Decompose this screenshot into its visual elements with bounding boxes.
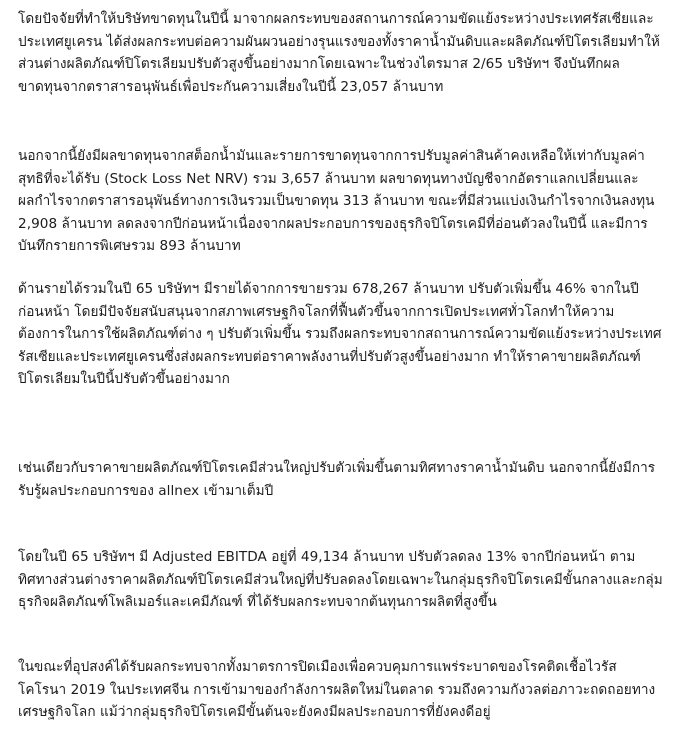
text-line: นอกจากนี้ยังมีผลขาดทุนจากสต็อกน้ำมันและรายการขาดทุนจากการปรับมูลค่าสินค้าคงเหลือให้เท่ากับมูลค่า: [18, 148, 645, 164]
text-line: รับรู้ผลประกอบการของ allnex เข้ามาเต็มปี: [18, 482, 274, 499]
paragraph-stock-loss: [18, 145, 686, 258]
paragraph-demand-outlook: [18, 656, 686, 724]
text-line: ส่วนต่างผลิตภัณฑ์ปิโตรเลียมปรับตัวสูงขึ้นอย่างมากโดยเฉพาะในช่วงไตรมาส 2/65 บริษัทฯ จึงบันทึกผล: [18, 56, 620, 73]
paragraph-loss-causes: [18, 8, 686, 98]
paragraph-adjusted-ebitda: [18, 546, 686, 614]
text-line: เศรษฐกิจโลก แม้ว่ากลุ่มธุรกิจปิโตรเคมีขั้นต้นจะยังคงมีผลประกอบการที่ยังคงดีอยู่: [18, 704, 491, 721]
text-line: ด้านรายได้รวมในปี 65 บริษัทฯ มีรายได้จากการขายรวม 678,267 ล้านบาท ปรับตัวเพิ่มขึ้น 46% จากในปี: [18, 281, 639, 297]
text-line: ทิศทางส่วนต่างราคาผลิตภัณฑ์ปิโตรเคมีส่วนใหญ่ที่ปรับลดลงโดยเฉพาะในกลุ่มธุรกิจปิโตรเคมีขั้นกลางและกลุ่ม: [18, 571, 663, 588]
text-line: โดยในปี 65 บริษัทฯ มี Adjusted EBITDA อยู่ที่ 49,134 ล้านบาท ปรับตัวลดลง 13% จากปีก่อนหน้า ตาม: [18, 549, 636, 565]
text-line: รัสเซียและประเทศยูเครนซึ่งส่งผลกระทบต่อราคาพลังงานที่ปรับตัวสูงขึ้นอย่างมาก ทำให้ราคาขายผลิตภัณฑ์: [18, 348, 641, 365]
text-line: บันทึกรายการพิเศษรวม 893 ล้านบาท: [18, 238, 241, 255]
text-line: ก่อนหน้า โดยมีปัจจัยสนับสนุนจากสภาพเศรษฐกิจโลกที่ฟื้นตัวขึ้นจากการเปิดประเทศทั่วโลกทำให้ความ: [18, 303, 615, 320]
text-line: สุทธิที่จะได้รับ (Stock Loss Net NRV) รวม 3,657 ล้านบาท ผลขาดทุนทางบัญชีจากอัตราแลกเปลี่ยนและ: [18, 170, 639, 187]
text-line: ผลกำไรจากตราสารอนุพันธ์ทางการเงินรวมเป็นขาดทุน 313 ล้านบาท ขณะที่มีส่วนแบ่งเงินกำไรจากเงินลงทุน: [18, 193, 655, 210]
text-line: ขาดทุนจากตราสารอนุพันธ์เพื่อประกันความเสี่ยงในปีนี้ 23,057 ล้านบาท: [18, 78, 444, 95]
paragraph-revenue: [18, 278, 686, 391]
text-line: โดยปัจจัยที่ทำให้บริษัทขาดทุนในปีนี้ มาจากผลกระทบของสถานการณ์ความขัดแย้งระหว่างประเทศรัสเซียและ: [18, 11, 654, 27]
text-line: ประเทศยูเครน ได้ส่งผลกระทบต่อความผันผวนอย่างรุนแรงของทั้งราคาน้ำมันดิบและผลิตภัณฑ์ปิโตรเลียมทำให้: [18, 33, 660, 50]
text-line: ต้องการในการใช้ผลิตภัณฑ์ต่าง ๆ ปรับตัวเพิ่มขึ้น รวมถึงผลกระทบจากสถานการณ์ความขัดแย้งระหว่างประเทศ: [18, 326, 662, 343]
text-line: ธุรกิจผลิตภัณฑ์โพลิเมอร์และเคมีภัณฑ์ ที่ได้รับผลกระทบจากต้นทุนการผลิตที่สูงขึ้น: [18, 594, 497, 611]
paragraph-petrochemical-prices: [18, 457, 686, 502]
text-line: 2,908 ล้านบาท ลดลงจากปีก่อนหน้าเนื่องจากผลประกอบการของธุรกิจปิโตรเคมีที่อ่อนตัวลงในปีนี้ และมีการ: [18, 215, 648, 232]
text-line: เช่นเดียวกับราคาขายผลิตภัณฑ์ปิโตรเคมีส่วนใหญ่ปรับตัวเพิ่มขึ้นตามทิศทางราคาน้ำมันดิบ นอกจากนี้ยังมีการ: [18, 460, 656, 476]
text-line: ปิโตรเลียมในปีนี้ปรับตัวขึ้นอย่างมาก: [18, 371, 230, 388]
text-line: ในขณะที่อุปสงค์ได้รับผลกระทบจากทั้งมาตรการปิดเมืองเพื่อควบคุมการแพร่ระบาดของโรคติดเชื้อไวรัส: [18, 659, 617, 675]
text-line: โคโรนา 2019 ในประเทศจีน การเข้ามาของกำลังการผลิตใหม่ในตลาด รวมถึงความกังวลต่อภาวะถดถอยทาง: [18, 681, 656, 698]
